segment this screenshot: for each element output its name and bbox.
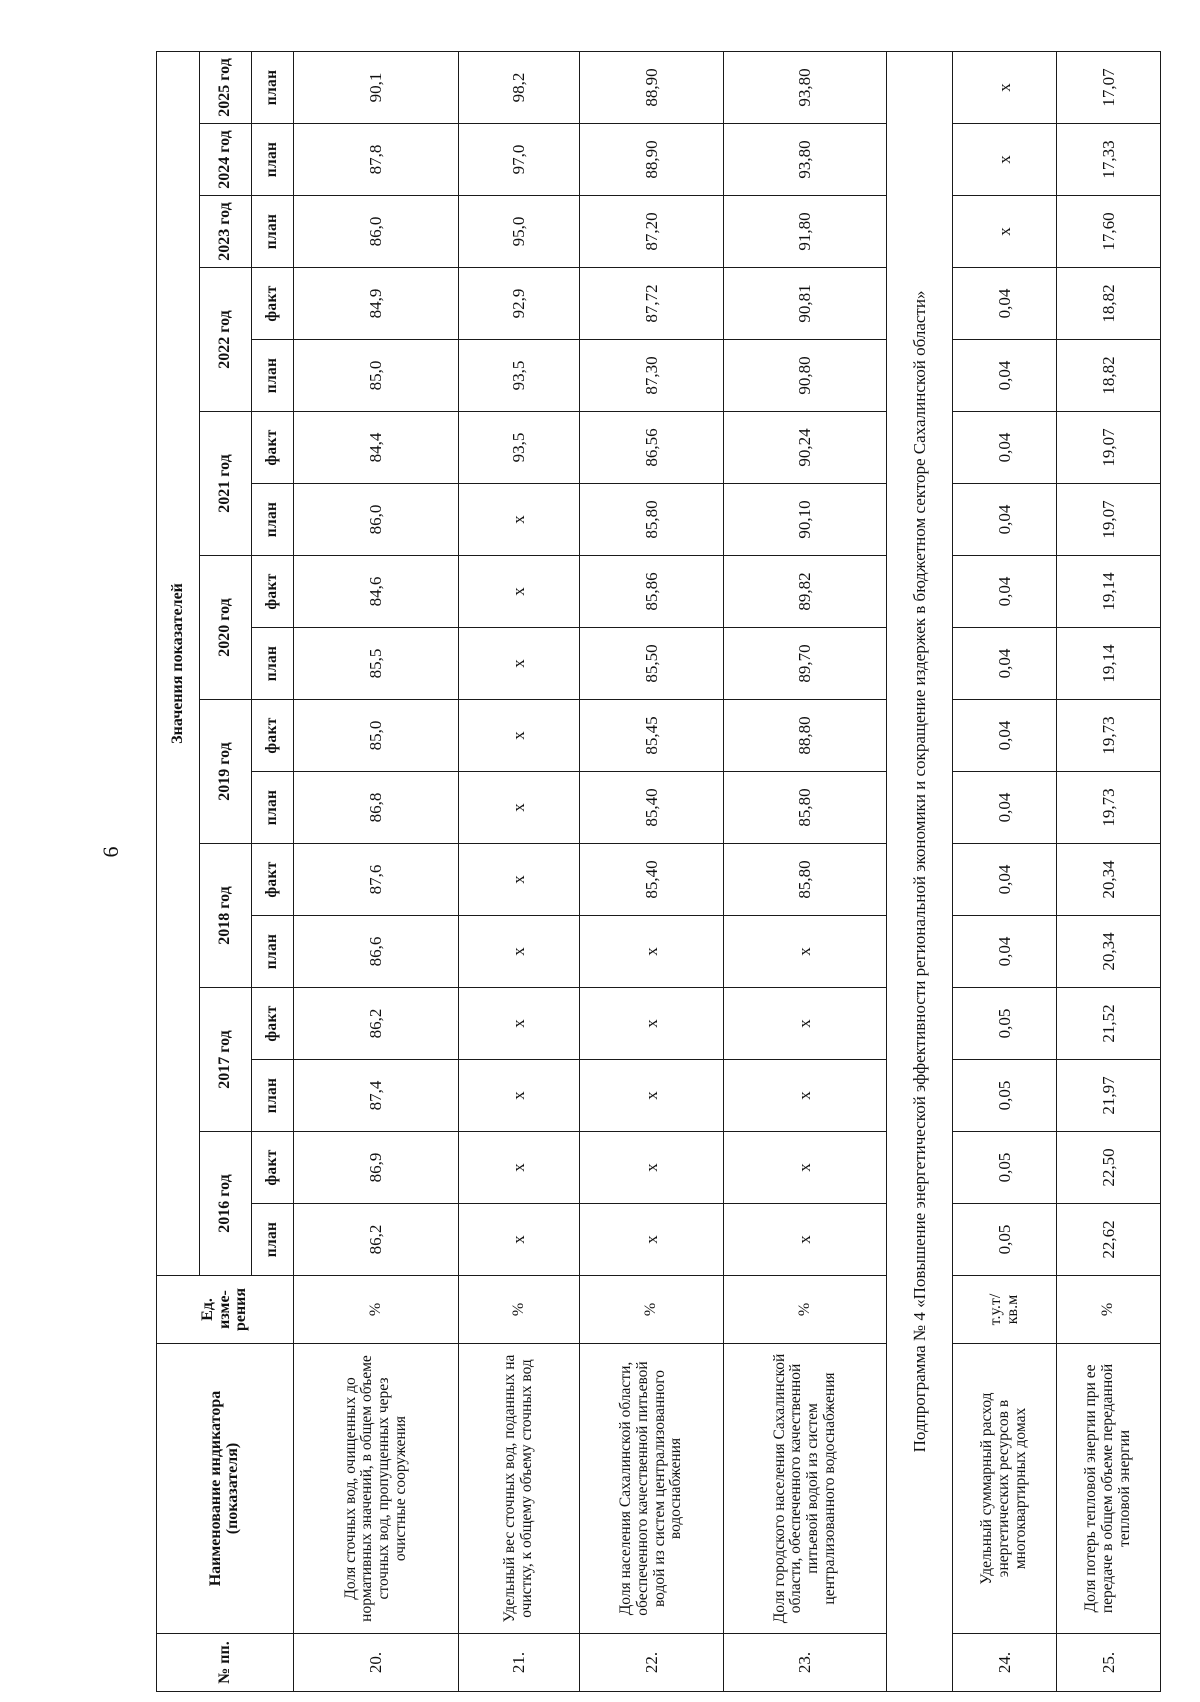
row-number: 20. (294, 1634, 459, 1692)
header-fact: факт (252, 1132, 294, 1204)
unit-cell: % (1057, 1276, 1161, 1344)
row-number: 22. (580, 1634, 724, 1692)
header-plan: план (252, 916, 294, 988)
value-cell: x (953, 196, 1057, 268)
value-cell: x (459, 1060, 580, 1132)
value-cell: x (459, 988, 580, 1060)
value-cell: x (953, 124, 1057, 196)
value-cell: x (724, 1204, 887, 1276)
header-year: 2020 год (200, 556, 252, 700)
value-cell: 0,04 (953, 412, 1057, 484)
value-cell: 0,04 (953, 484, 1057, 556)
value-cell: x (459, 556, 580, 628)
value-cell: x (953, 51, 1057, 123)
value-cell: x (580, 1132, 724, 1204)
row-number: 23. (724, 1634, 887, 1692)
value-cell: x (459, 916, 580, 988)
value-cell: 87,4 (294, 1060, 459, 1132)
header-year: 2019 год (200, 700, 252, 844)
value-cell: 20,34 (1057, 844, 1161, 916)
indicators-table-rotated (156, 52, 1133, 1692)
header-year: 2018 год (200, 844, 252, 988)
value-cell: 97,0 (459, 124, 580, 196)
header-fact: факт (252, 700, 294, 772)
value-cell: 86,0 (294, 196, 459, 268)
value-cell: 85,40 (580, 772, 724, 844)
value-cell: 87,6 (294, 844, 459, 916)
value-cell: 90,24 (724, 412, 887, 484)
header-year: 2025 год (200, 51, 252, 123)
header-year: 2024 год (200, 124, 252, 196)
value-cell: 21,97 (1057, 1060, 1161, 1132)
value-cell: 85,80 (724, 844, 887, 916)
value-cell: 0,04 (953, 556, 1057, 628)
value-cell: 0,04 (953, 916, 1057, 988)
value-cell: x (580, 1204, 724, 1276)
value-cell: x (459, 484, 580, 556)
header-plan: план (252, 628, 294, 700)
value-cell: x (459, 772, 580, 844)
value-cell: 0,04 (953, 268, 1057, 340)
value-cell: 90,81 (724, 268, 887, 340)
header-fact: факт (252, 412, 294, 484)
value-cell: 17,33 (1057, 124, 1161, 196)
header-plan: план (252, 196, 294, 268)
value-cell: 0,04 (953, 844, 1057, 916)
header-fact: факт (252, 844, 294, 916)
header-fact: факт (252, 988, 294, 1060)
value-cell: 87,20 (580, 196, 724, 268)
value-cell: 18,82 (1057, 340, 1161, 412)
value-cell: 19,73 (1057, 700, 1161, 772)
value-cell: 22,62 (1057, 1204, 1161, 1276)
header-plan: план (252, 124, 294, 196)
value-cell: 0,04 (953, 628, 1057, 700)
value-cell: 84,9 (294, 268, 459, 340)
table-body-water (294, 51, 1161, 1691)
value-cell: 87,8 (294, 124, 459, 196)
value-cell: x (724, 916, 887, 988)
unit-cell: % (724, 1276, 887, 1344)
value-cell: x (459, 1204, 580, 1276)
header-year: 2017 год (200, 988, 252, 1132)
section-row (887, 51, 953, 1691)
value-cell: 19,07 (1057, 484, 1161, 556)
value-cell: 85,50 (580, 628, 724, 700)
value-cell: 87,72 (580, 268, 724, 340)
value-cell: 88,80 (724, 700, 887, 772)
value-cell: 19,14 (1057, 556, 1161, 628)
value-cell: 98,2 (459, 51, 580, 123)
value-cell: 93,5 (459, 412, 580, 484)
value-cell: x (724, 1132, 887, 1204)
value-cell: 18,82 (1057, 268, 1161, 340)
value-cell: x (459, 844, 580, 916)
header-fact: факт (252, 268, 294, 340)
row-number: 24. (953, 1634, 1057, 1692)
value-cell: 95,0 (459, 196, 580, 268)
value-cell: 20,34 (1057, 916, 1161, 988)
unit-cell: т.у.т/ кв.м (953, 1276, 1057, 1344)
value-cell: x (580, 988, 724, 1060)
header-name: Наименование индикатора (показателя) (157, 1344, 294, 1634)
value-cell: 19,14 (1057, 628, 1161, 700)
value-cell: 85,45 (580, 700, 724, 772)
value-cell: 85,80 (724, 772, 887, 844)
value-cell: 85,5 (294, 628, 459, 700)
header-num: № пп. (157, 1634, 294, 1692)
value-cell: 0,04 (953, 340, 1057, 412)
value-cell: 93,80 (724, 124, 887, 196)
value-cell: x (459, 1132, 580, 1204)
value-cell: 86,2 (294, 988, 459, 1060)
table-row (953, 51, 1057, 1691)
value-cell: 93,5 (459, 340, 580, 412)
value-cell: 21,52 (1057, 988, 1161, 1060)
table-row (580, 51, 724, 1691)
value-cell: 92,9 (459, 268, 580, 340)
indicator-name: Доля сточных вод, очищенных до нормативных значений, в общем объеме сточных вод, пропущенных через очистные сооружения (294, 1344, 459, 1634)
value-cell: 84,4 (294, 412, 459, 484)
value-cell: x (459, 700, 580, 772)
value-cell: 19,07 (1057, 412, 1161, 484)
header-year: 2022 год (200, 268, 252, 412)
header-plan: план (252, 340, 294, 412)
value-cell: 86,56 (580, 412, 724, 484)
value-cell: 88,90 (580, 124, 724, 196)
table-row (294, 51, 459, 1691)
header-plan: план (252, 1060, 294, 1132)
value-cell: 85,40 (580, 844, 724, 916)
table-row (459, 51, 580, 1691)
unit-cell: % (294, 1276, 459, 1344)
value-cell: 90,1 (294, 51, 459, 123)
value-cell: 86,0 (294, 484, 459, 556)
value-cell: 17,07 (1057, 51, 1161, 123)
value-cell: x (580, 1060, 724, 1132)
value-cell: 84,6 (294, 556, 459, 628)
value-cell: x (459, 628, 580, 700)
value-cell: x (580, 916, 724, 988)
value-cell: 90,80 (724, 340, 887, 412)
indicator-name: Доля городского населения Сахалинской области, обеспеченного качественной питьевой водой из систем централизованного водоснабжения (724, 1344, 887, 1634)
value-cell: x (724, 988, 887, 1060)
header-year: 2016 год (200, 1132, 252, 1276)
header-year: 2021 год (200, 412, 252, 556)
value-cell: 0,05 (953, 1132, 1057, 1204)
indicator-name: Удельный вес сточных вод, поданных на очистку, к общему объему сточных вод (459, 1344, 580, 1634)
value-cell: 90,10 (724, 484, 887, 556)
value-cell: 87,30 (580, 340, 724, 412)
section-title: Подпрограмма № 4 «Повышение энергетической эффективности региональной экономики и сокращение издержек в бюджетном секторе Сахалинской области» (887, 51, 953, 1691)
header-plan: план (252, 772, 294, 844)
value-cell: 89,82 (724, 556, 887, 628)
page-number: 6 (98, 846, 123, 858)
value-cell: 86,2 (294, 1204, 459, 1276)
value-cell: 88,90 (580, 51, 724, 123)
value-cell: 86,6 (294, 916, 459, 988)
header-plan: план (252, 1204, 294, 1276)
value-cell: 85,86 (580, 556, 724, 628)
value-cell: 86,9 (294, 1132, 459, 1204)
header-fact: факт (252, 556, 294, 628)
header-year: 2023 год (200, 196, 252, 268)
indicators-table (156, 51, 1161, 1692)
value-cell: x (724, 1060, 887, 1132)
value-cell: 17,60 (1057, 196, 1161, 268)
indicator-name: Доля потерь тепловой энергии при ее передаче в общем объеме переданной тепловой энергии (1057, 1344, 1161, 1634)
unit-cell: % (459, 1276, 580, 1344)
row-number: 25. (1057, 1634, 1161, 1692)
value-cell: 89,70 (724, 628, 887, 700)
value-cell: 0,04 (953, 772, 1057, 844)
value-cell: 0,05 (953, 1060, 1057, 1132)
table-row (1057, 51, 1161, 1691)
value-cell: 22,50 (1057, 1132, 1161, 1204)
value-cell: 91,80 (724, 196, 887, 268)
row-number: 21. (459, 1634, 580, 1692)
value-cell: 0,05 (953, 988, 1057, 1060)
unit-cell: % (580, 1276, 724, 1344)
indicator-name: Удельный суммарный расход энергетических ресурсов в многоквартирных домах (953, 1344, 1057, 1634)
value-cell: 19,73 (1057, 772, 1161, 844)
value-cell: 85,80 (580, 484, 724, 556)
value-cell: 85,0 (294, 340, 459, 412)
value-cell: 0,04 (953, 700, 1057, 772)
header-plan: план (252, 51, 294, 123)
value-cell: 86,8 (294, 772, 459, 844)
value-cell: 93,80 (724, 51, 887, 123)
header-values-group: Значения показателей (157, 51, 200, 1275)
value-cell: 0,05 (953, 1204, 1057, 1276)
value-cell: 85,0 (294, 700, 459, 772)
table-row (724, 51, 887, 1691)
header-unit: Ед. изме-рения (157, 1276, 294, 1344)
indicator-name: Доля населения Сахалинской области, обеспеченного качественной питьевой водой из систем централизованного водоснабжения (580, 1344, 724, 1634)
header-plan: план (252, 484, 294, 556)
